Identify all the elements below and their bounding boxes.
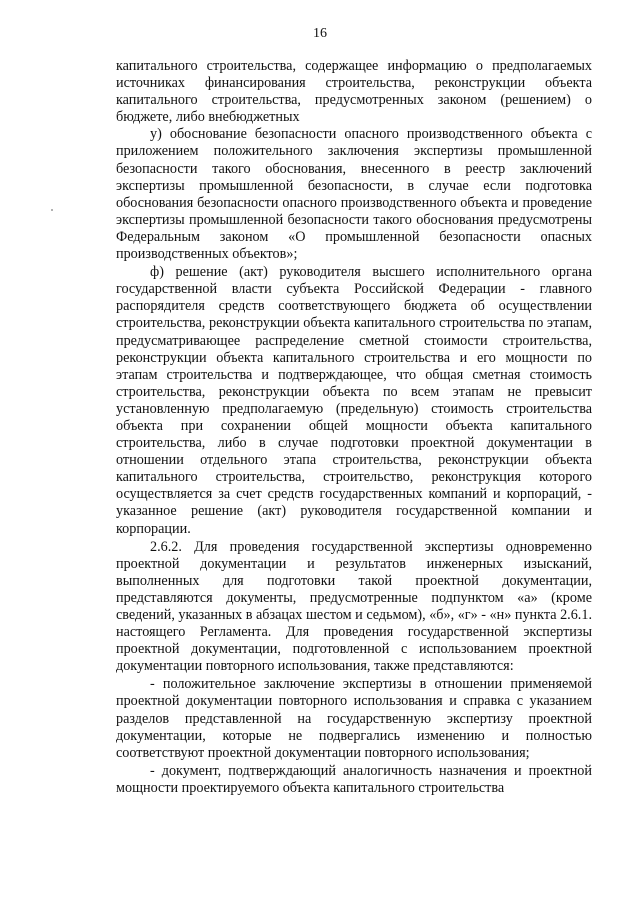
paragraph-continuation: капитального строительства, содержащее информацию о предполагаемых источниках финансирования строительства, реконструкции объекта капитального строительства, предусмотренных законом (решением) о бюджете, либо внебюджетных: [116, 58, 592, 126]
document-body: [116, 58, 592, 797]
page-number: 16: [313, 26, 327, 41]
paragraph-item-u: у) обоснование безопасности опасного производственного объекта с приложением положительного заключения экспертизы промышленной безопасности такого обоснования, внесенного в реестр заключений экспертизы промышленной безопасности, в случае если подготовка обоснования безопасности опасного производственного объекта и проведение экспертизы промышленной безопасности такого обоснования предусмотрены Федеральным законом «О промышленной безопасности опасных производственных объектов»;: [116, 126, 592, 263]
paragraph-section-2-6-2: 2.6.2. Для проведения государственной экспертизы одновременно проектной документации и результатов инженерных изысканий, выполненных для подготовки такой проектной документации, представляются документы, предусмотренные подпунктом «а» (кроме сведений, указанных в абзацах шестом и седьмом), «б», «г» - «н» пункта 2.6.1. настоящего Регламента. Для проведения государственной экспертизы проектной документации, подготовленной с использованием проектной документации повторного использования, также представляются:: [116, 538, 592, 675]
paragraph-bullet-conclusion: - положительное заключение экспертизы в отношении применяемой проектной документации повторного использования и справка с указанием разделов представленной на государственную экспертизу проектной документации, которые не подвергались изменению и полностью соответствуют проектной документации повторного использования;: [116, 676, 592, 761]
paragraph-item-f: ф) решение (акт) руководителя высшего исполнительного органа государственной власти субъекта Российской Федерации - главного распорядителя средств соответствующего бюджета об осуществлении строительства, реконструкции объекта капитального строительства по этапам, предусматривающее распределение сметной стоимости строительства, реконструкции объекта капитального строительства и его мощности по этапам строительства и подтверждающее, что общая сметная стоимость строительства, реконструкции объекта по всем этапам не превысит установленную предполагаемую (предельную) стоимость строительства объекта при сохранении общей мощности объекта капитального строительства, либо в случае подготовки проектной документации в отношении отдельного этапа строительства, реконструкции объекта капитального строительства, строительство, реконструкция которого осуществляется за счет средств государственных компаний и корпораций, - указанное решение (акт) руководителя государственной компании и корпорации.: [116, 264, 592, 537]
scan-speck: [51, 209, 53, 211]
paragraph-bullet-document: - документ, подтверждающий аналогичность назначения и проектной мощности проектируемого объекта капитального строительства: [116, 762, 592, 796]
